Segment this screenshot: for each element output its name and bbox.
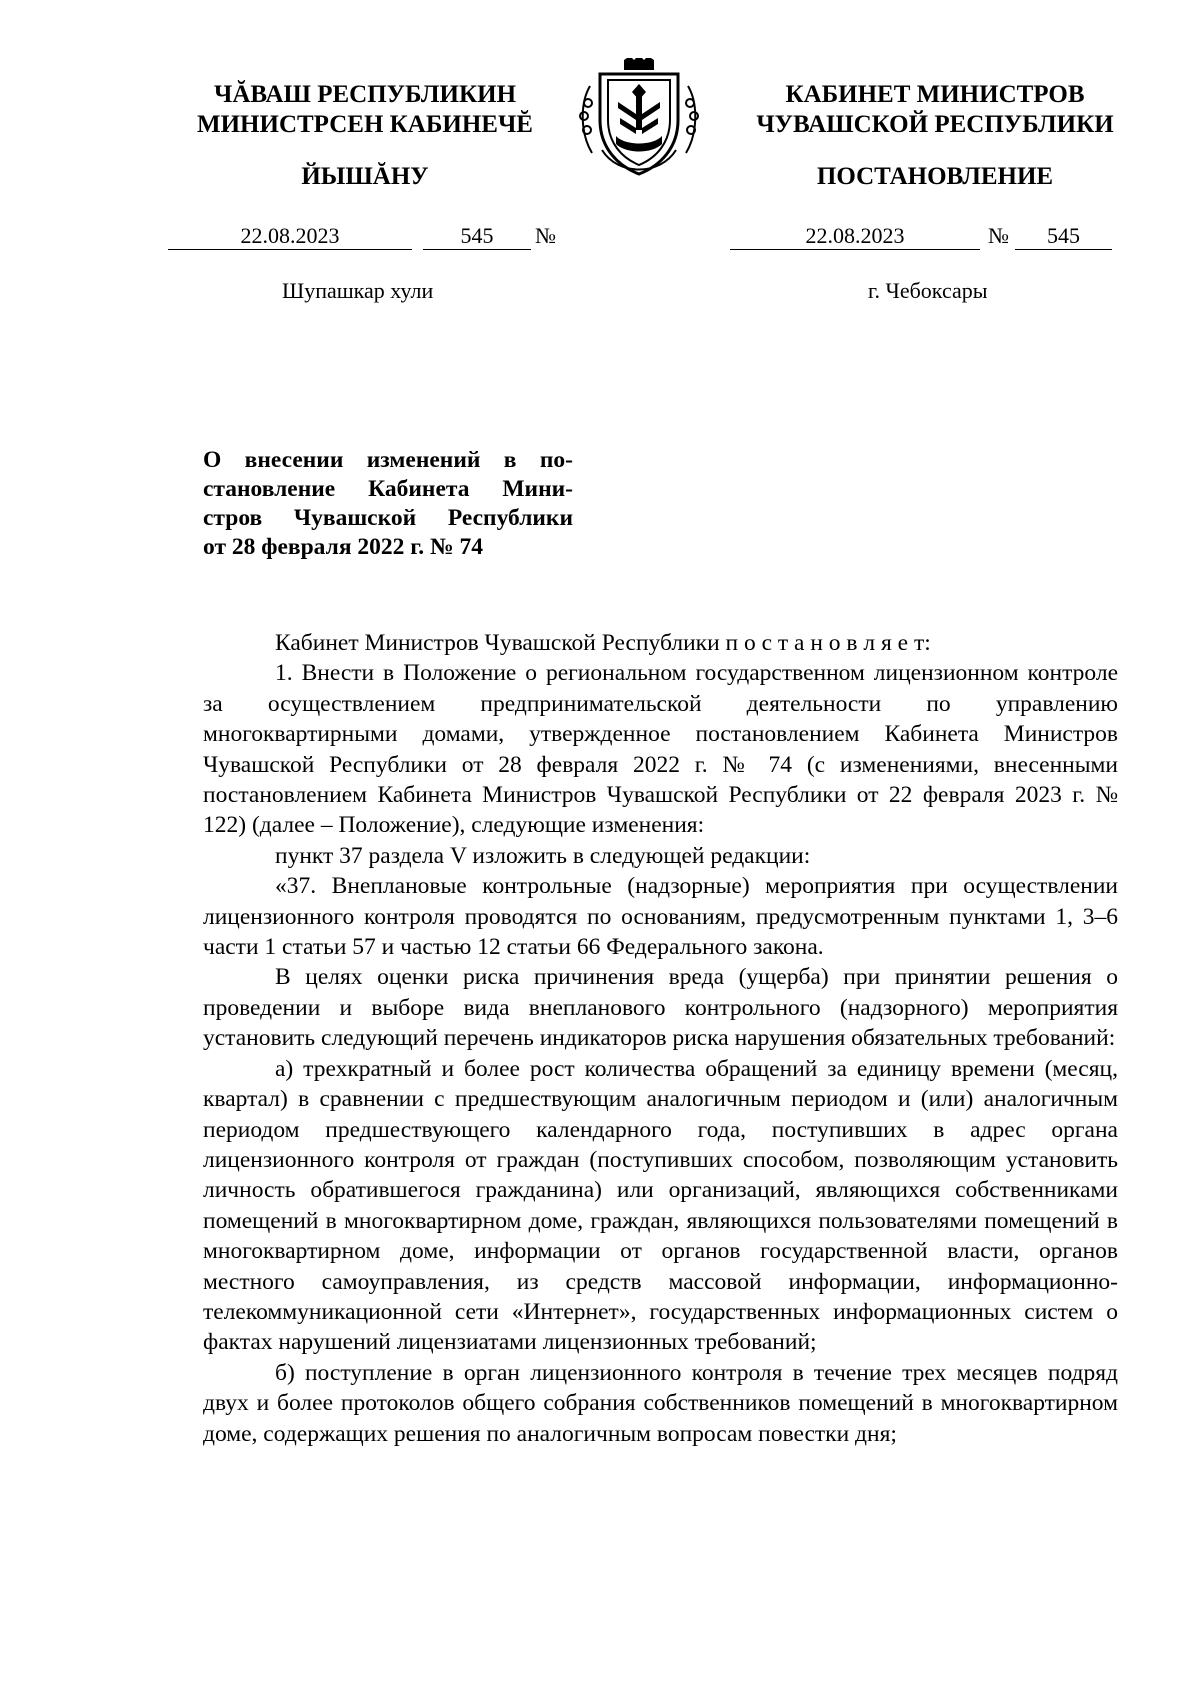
- body-paragraph-preamble: Кабинет Министров Чувашской Республики п о с т а н о в л я е т:: [275, 630, 931, 656]
- body-paragraph-5: а) трехкратный и более рост количества обращений за единицу времени (месяц, квартал) в сравнении с предшествующим аналогичным периодом и (или) аналогичным периодом предшествующего календарного года, поступивших в адрес органа лицензионного контроля от граждан (поступивших способом, позволяющим установить личность обратившегося гражданина) или организаций, являющихся собственниками помещений в многоквартирном доме, граждан, являющихся пользователями помещений в многоквартирном доме, информации от органов государственной власти, органов местного самоуправления, из средств массовой информации, информационно-телекоммуникационной сети «Интернет», государственных информационных систем о фактах нарушений лицензиатами лицензионных требований;: [203, 1055, 1118, 1356]
- header-left-title-line-2: МИНИСТРСЕН КАБИНЕЧĔ: [197, 111, 533, 138]
- place-right: г. Чебоксары: [868, 278, 988, 303]
- document-subject: [203, 446, 573, 562]
- right-date-field: 22.08.2023: [730, 222, 980, 250]
- subject-line-2: становление Кабинета Мини-: [203, 476, 573, 502]
- subject-line-3: стров Чувашской Республики: [203, 505, 573, 531]
- republic-emblem-icon: [570, 58, 708, 178]
- header-right-title-line-1: КАБИНЕТ МИНИСТРОВ: [785, 81, 1085, 108]
- header-left-title: [150, 80, 580, 140]
- header-left-doc-type: ЙЫШĂНУ: [301, 163, 429, 190]
- header-left-title-line-1: ЧĂВАШ РЕСПУБЛИКИН: [213, 81, 517, 108]
- document-body: [203, 628, 1118, 1449]
- left-date-field: 22.08.2023: [168, 222, 412, 250]
- place-left: Шупашкар хули: [282, 278, 434, 303]
- subject-line-1: О внесении изменений в по-: [203, 447, 573, 473]
- body-paragraph-6: б) поступление в орган лицензионного контроля в течение трех месяцев подряд двух и более протоколов общего собрания собственников помещений в многоквартирном доме, содержащих решения по аналогичным вопросам повестки дня;: [203, 1359, 1118, 1447]
- body-paragraph-3: «37. Внеплановые контрольные (надзорные) мероприятия при осуществлении лицензионного контроля проводятся по основаниям, предусмотренным пунктами 1, 3–6 части 1 статьи 57 и частью 12 статьи 66 Федерального закона.: [203, 873, 1118, 961]
- header-right-title: [715, 80, 1155, 140]
- header-right-doc-type: ПОСТАНОВЛЕНИЕ: [816, 163, 1054, 190]
- right-number-sign: №: [988, 223, 1009, 248]
- header-right-title-line-2: ЧУВАШСКОЙ РЕСПУБЛИКИ: [756, 111, 1114, 138]
- body-paragraph-2: пункт 37 раздела V изложить в следующей редакции:: [275, 842, 811, 869]
- registration-line: [0, 222, 1200, 250]
- body-paragraph-4: В целях оценки риска причинения вреда (ущерба) при принятии решения о проведении и выборе вида внепланового контрольного (надзорного) мероприятия установить следующий перечень индикаторов риска нарушения обязательных требований:: [203, 964, 1118, 1052]
- subject-line-4: от 28 февраля 2022 г. № 74: [203, 534, 484, 560]
- body-paragraph-1: 1. Внести в Положение о региональном государственном лицензионном контроле за осуществлением предпринимательской деятельности по управлению многоквартирными домами, утвержденное постановлением Кабинета Министров Чувашской Республики от 28 февраля 2022 г. № 74 (с изменениями, внесенными постановлением Кабинета Министров Чувашской Республики от 22 февраля 2023 г. № 122) (далее – Положение), следующие изменения:: [203, 660, 1118, 839]
- left-number-field: 545: [423, 222, 531, 250]
- right-number-field: 545: [1015, 222, 1112, 250]
- left-number-sign: №: [535, 223, 556, 248]
